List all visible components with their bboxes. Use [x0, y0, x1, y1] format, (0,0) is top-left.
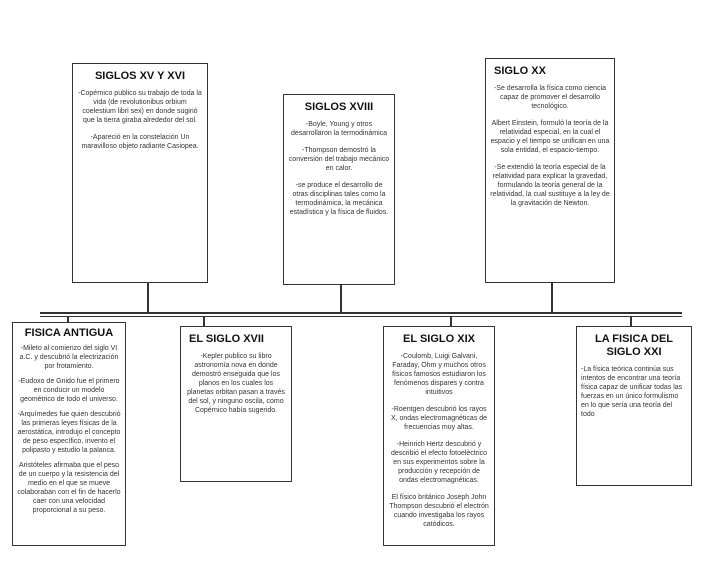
connector-siglos-xv-xvi — [147, 282, 149, 312]
box-paragraph: -Mileto al comienzo del siglo VI a.C. y descubrió la electrización por frotamiento. — [19, 345, 119, 370]
timeline-line — [40, 312, 682, 314]
connector-siglos-xviii — [340, 285, 342, 312]
box-paragraph: -La física teórica continúa sus intentos de encontrar una teoría física capaz de unificar todas las fuerzas en un único formulismo en lo que sería una teoría del todo — [581, 366, 683, 418]
box-paragraph: -Coulomb, Luigi Galvani, Faraday, Ohm y muchos otros físicos famosos estudiaron los fenómenos dispares y contra intuitivos — [392, 353, 486, 396]
box-paragraph: -Eudoxo de Gnido fue el primero en conducir un modelo geométrico de todo el universo. — [18, 378, 120, 403]
box-paragraph: Aristóteles afirmaba que el peso de un cuerpo y la resistencia del medio en el que se mueve colaboraban con el fin de hacerlo caer con una velocidad proporcional a su peso. — [17, 462, 121, 514]
box-fisica-antigua — [12, 322, 126, 546]
box-paragraph: Albert Einstein, formuló la teoría de la relatividad especial, en la cual el espacio y el tiempo se unifican en una sola entidad, el espacio-tiempo. — [490, 120, 610, 154]
box-paragraph: -Roentgen descubrió los rayos X, ondas electromagnéticas de frecuencias muy altas. — [390, 406, 488, 431]
connector-siglo-xvii — [203, 316, 205, 326]
box-paragraph: -Heinrich Hertz descubrió y describió el efecto fotoeléctrico en sus experimentos sobre la producción y recepción de ondas electromagnéticas. — [390, 441, 488, 484]
connector-siglo-xx — [551, 282, 553, 312]
box-title: FISICA ANTIGUA — [24, 327, 114, 339]
connector-siglo-xix — [450, 316, 452, 326]
box-title: LA FISICA DEL SIGLO XXI — [594, 333, 673, 358]
box-title: EL SIGLO XIX — [403, 333, 475, 345]
box-siglo-xx — [485, 58, 615, 283]
box-paragraph: El físico británico Joseph John Thompson descubrió el electrón cuando investigaba los rayos catódicos. — [389, 494, 489, 528]
box-paragraph: -Se extendió la teoría especial de la relatividad para explicar la gravedad, formulando la teoría general de la relatividad, la cual sustituye a la ley de la gravitación de Newton. — [490, 164, 610, 207]
box-paragraph: -Thompson demostró la conversión del trabajo mecánico en calor. — [288, 147, 390, 172]
box-title: SIGLOS XVIII — [304, 101, 374, 113]
box-siglos-xv-xvi — [72, 63, 208, 283]
box-paragraph: -Apareció en la constelación Un maravilloso objeto radiante Casiopea. — [81, 134, 199, 150]
box-paragraph: -Boyle, Young y otros desarrollaron la termodinámica — [290, 121, 388, 137]
box-paragraph: -se produce el desarrollo de otras disciplinas tales como la termodinámica, la mecánica estadística y la física de fluidos. — [289, 182, 389, 216]
box-title: EL SIGLO XVII — [189, 333, 264, 345]
box-paragraph: -Arquímedes fue quien descubrió las primeras leyes físicas de la aerostática, introdujo el concepto de peso específico, invento el polipasto y estudio la palanca. — [17, 411, 121, 454]
timeline-line-lower — [40, 316, 682, 317]
box-title: SIGLO XX — [494, 65, 546, 77]
box-siglos-xviii — [283, 94, 395, 285]
box-siglo-xvii — [180, 326, 292, 482]
box-paragraph: -Copérnico publico su trabajo de toda la vida (de revolutionibus orbium coelestium libri sex) en donde sugirió que la tierra giraba alrededor del sol. — [78, 90, 202, 124]
box-paragraph: -Se desarrolla la física como ciencia capaz de promover el desarrollo tecnológico. — [493, 85, 607, 110]
box-title: SIGLOS XV Y XVI — [94, 70, 186, 82]
box-paragraph: -Kepler publico su libro astronomía nova en donde demostró enseguida que los planos en los cuales los planetas orbitan pasan a través del sol, y ninguno oscila, como Copérnico había sugerido. — [187, 353, 285, 414]
box-siglo-xix — [383, 326, 495, 546]
connector-fisica-xxi — [630, 316, 632, 326]
box-fisica-xxi — [576, 326, 692, 486]
